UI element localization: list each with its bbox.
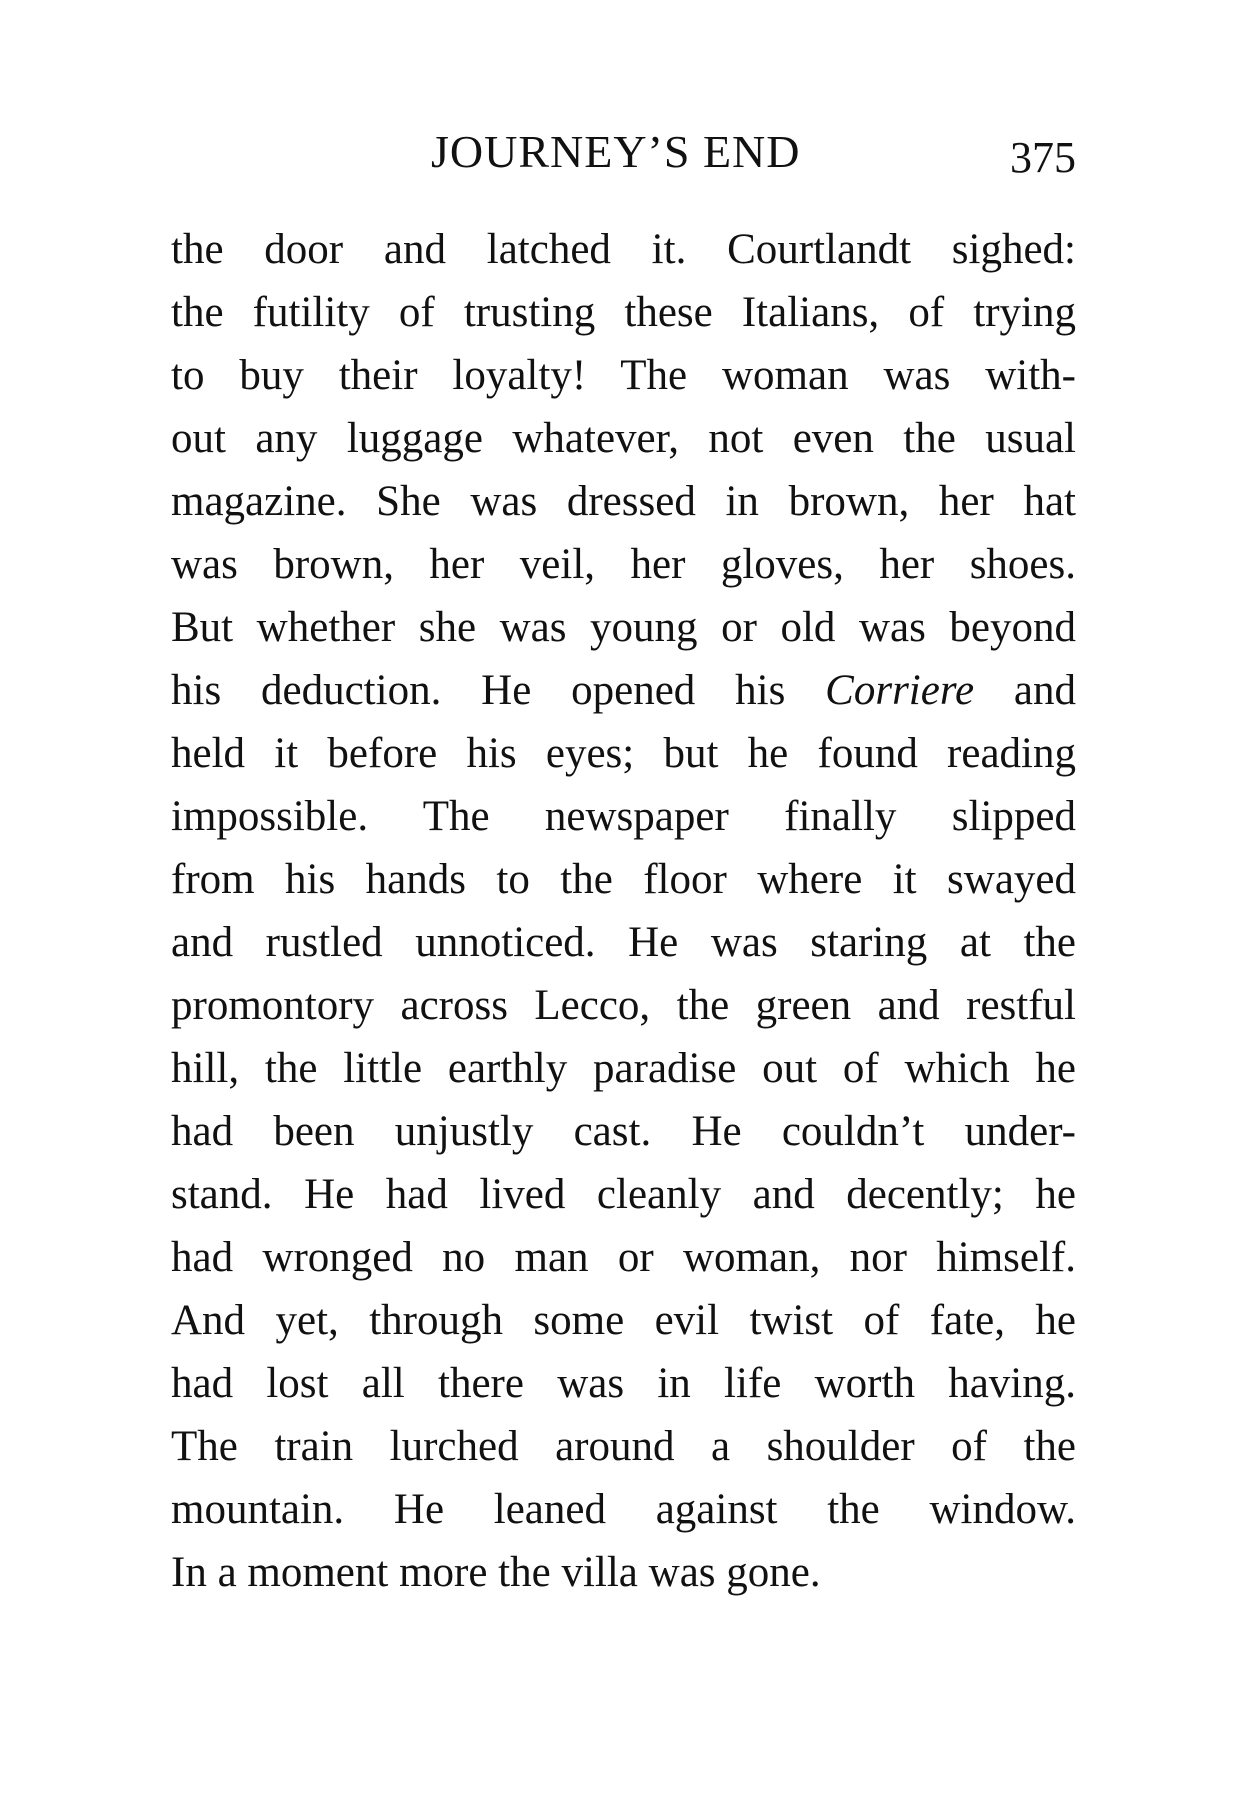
text-segment: and rustled unnoticed. He was staring at the	[171, 919, 1076, 966]
text-segment: had lost all there was in life worth having.	[171, 1360, 1076, 1407]
text-line	[171, 470, 1076, 533]
text-segment: impossible. The newspaper finally slipped	[171, 793, 1076, 840]
text-line	[171, 281, 1076, 344]
running-head	[171, 124, 1076, 184]
text-segment: But whether she was young or old was beyond	[171, 604, 1076, 651]
text-line	[171, 1352, 1076, 1415]
text-segment: magazine. She was dressed in brown, her hat	[171, 478, 1076, 525]
text-segment: the futility of trusting these Italians, of trying	[171, 289, 1076, 336]
text-line	[171, 407, 1076, 470]
text-segment: his deduction. He opened his	[171, 667, 826, 714]
text-segment: was brown, her veil, her gloves, her shoes.	[171, 541, 1076, 588]
text-segment: from his hands to the floor where it swayed	[171, 856, 1076, 903]
text-line	[171, 1226, 1076, 1289]
text-line	[171, 1163, 1076, 1226]
text-line	[171, 533, 1076, 596]
text-line	[171, 848, 1076, 911]
text-line	[171, 1541, 1076, 1604]
text-segment: promontory across Lecco, the green and restful	[171, 982, 1076, 1029]
text-segment: and	[974, 667, 1076, 714]
italic-text: Corriere	[825, 667, 975, 714]
text-segment: And yet, through some evil twist of fate, he	[171, 1297, 1076, 1344]
text-line	[171, 218, 1076, 281]
text-segment: the door and latched it. Courtlandt sighed:	[171, 226, 1076, 273]
text-line	[171, 596, 1076, 659]
text-line	[171, 344, 1076, 407]
text-segment: had been unjustly cast. He couldn’t under-	[171, 1108, 1076, 1155]
text-segment: had wronged no man or woman, nor himself.	[171, 1234, 1076, 1281]
text-line	[171, 785, 1076, 848]
text-line	[171, 1478, 1076, 1541]
text-line	[171, 911, 1076, 974]
text-segment: hill, the little earthly paradise out of which he	[171, 1045, 1076, 1092]
text-segment: mountain. He leaned against the window.	[171, 1486, 1076, 1533]
text-line	[171, 1415, 1076, 1478]
text-segment: to buy their loyalty! The woman was with-	[171, 352, 1076, 399]
text-segment: out any luggage whatever, not even the usual	[171, 415, 1076, 462]
text-segment: In a moment more the villa was gone.	[171, 1549, 821, 1596]
text-segment: held it before his eyes; but he found reading	[171, 730, 1076, 777]
text-line	[171, 722, 1076, 785]
text-segment: stand. He had lived cleanly and decently; he	[171, 1171, 1076, 1218]
text-line	[171, 1289, 1076, 1352]
text-line	[171, 1037, 1076, 1100]
text-line	[171, 1100, 1076, 1163]
text-segment: The train lurched around a shoulder of the	[171, 1423, 1076, 1470]
text-line	[171, 974, 1076, 1037]
text-line	[171, 659, 1076, 722]
body-text	[171, 218, 1076, 1604]
page-number: 375	[1010, 133, 1076, 182]
running-title: JOURNEY’S END	[431, 126, 801, 177]
